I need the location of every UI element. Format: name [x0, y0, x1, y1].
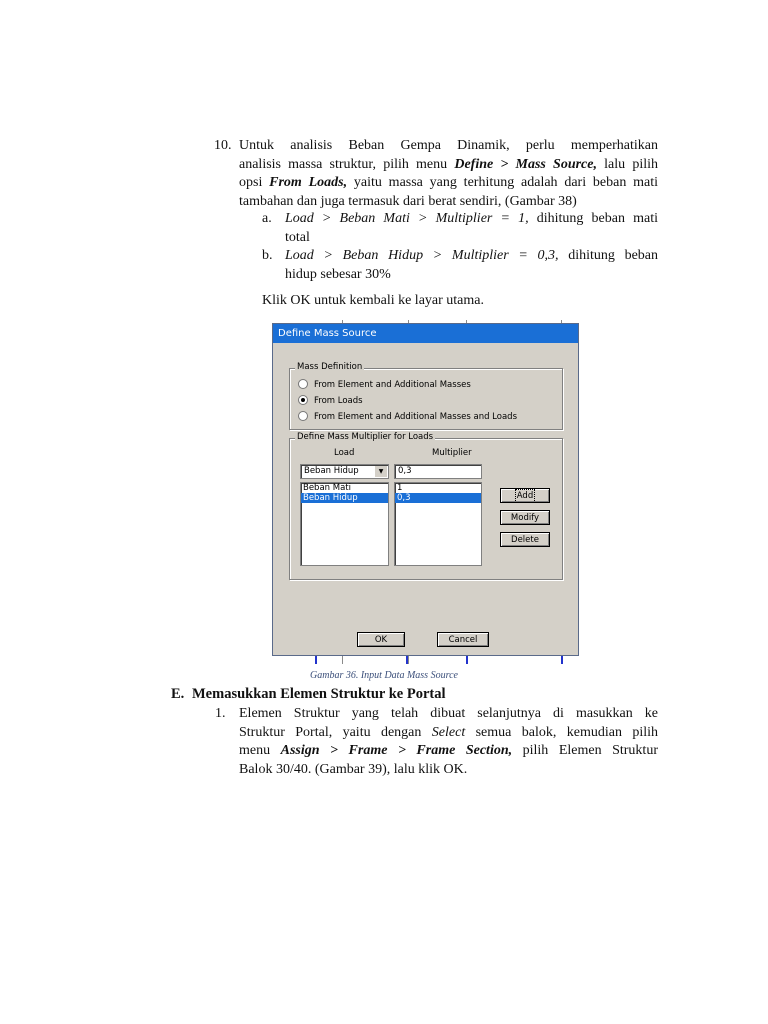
delete-button[interactable]: Delete — [500, 532, 550, 547]
sub-b-marker: b. — [262, 248, 273, 263]
load-column-header: Load — [334, 448, 355, 458]
list-item-selected[interactable]: 0,3 — [395, 493, 481, 503]
radio-button-checked-icon[interactable] — [298, 395, 308, 405]
radio-from-element[interactable]: From Element and Additional Masses — [298, 379, 471, 391]
modify-button[interactable]: Modify — [500, 510, 550, 525]
list-item[interactable]: Beban Mati — [303, 483, 351, 493]
radio-from-loads[interactable]: From Loads — [298, 395, 363, 407]
item10-line1: Untuk analisis Beban Gempa Dinamik, perlu memperhatikan — [239, 138, 658, 153]
mass-multiplier-label: Define Mass Multiplier for Loads — [297, 432, 434, 442]
section-e-title: Memasukkan Elemen Struktur ke Portal — [192, 686, 446, 702]
sub-b-text: Load > Beban Hidup > Multiplier = 0,3, dihitung beban hidup sebesar 30% — [285, 248, 658, 282]
multiplier-list[interactable] — [394, 482, 482, 566]
item10-line2: analisis massa struktur, pilih menu Define > Mass Source, lalu pilih — [239, 156, 658, 172]
radio-from-element-and-loads[interactable]: From Element and Additional Masses and Loads — [298, 411, 517, 423]
radio-button-icon[interactable] — [298, 379, 308, 389]
multiplier-column-header: Multiplier — [432, 448, 472, 458]
item10-line4: tambahan dan juga termasuk dari berat sendiri, (Gambar 38) — [239, 193, 577, 209]
option-from-loads-text: From Loads, — [269, 175, 348, 190]
klik-ok-text: Klik OK untuk kembali ke layar utama. — [262, 293, 484, 308]
add-button[interactable]: Add — [500, 488, 550, 503]
section-e-marker: E. — [171, 686, 185, 702]
sub-a-path: Load > Beban Mati > Multiplier = 1, — [285, 211, 529, 226]
figure-caption: Gambar 36. Input Data Mass Source — [310, 670, 458, 681]
dialog-screenshot — [270, 320, 583, 664]
define-mass-source-dialog — [272, 323, 579, 656]
sub-b-path: Load > Beban Hidup > Multiplier = 0,3, — [285, 248, 559, 263]
sub-a-marker: a. — [262, 211, 272, 226]
list-item-selected[interactable]: Beban Hidup — [301, 493, 388, 503]
mass-definition-label: Mass Definition — [297, 362, 363, 372]
radio-button-icon[interactable] — [298, 411, 308, 421]
item10-paragraph — [239, 137, 658, 211]
item1-number: 1. — [215, 706, 226, 721]
sub-a-text: Load > Beban Mati > Multiplier = 1, dihitung beban mati total — [285, 211, 658, 245]
cancel-button[interactable]: Cancel — [437, 632, 489, 647]
item10-number: 10. — [214, 138, 232, 153]
mass-multiplier-group — [289, 432, 563, 580]
menu-path-assign-frame-section: Assign > Frame > Frame Section, — [280, 743, 513, 758]
multiplier-input[interactable]: 0,3 — [394, 464, 482, 479]
menu-path-define-mass-source: Define > Mass Source, — [454, 156, 597, 172]
ok-button[interactable]: OK — [357, 632, 405, 647]
dropdown-arrow-icon[interactable]: ▼ — [374, 466, 387, 477]
load-select[interactable]: Beban Hidup ▼ — [300, 464, 389, 479]
item10-line3: opsi From Loads, yaitu massa yang terhitung adalah dari beban mati — [239, 175, 658, 190]
list-item[interactable]: 1 — [397, 483, 403, 493]
dialog-title: Define Mass Source — [273, 324, 578, 343]
mass-definition-group — [289, 362, 563, 430]
select-keyword: Select — [431, 724, 466, 740]
load-list[interactable] — [300, 482, 389, 566]
item1-paragraph: Elemen Struktur yang telah dibuat selanjutnya di masukkan ke Struktur Portal, yaitu dengan Select semua balok, kemudian pilih menu Assign > Frame > Frame Section, pilih Elemen Struktur Balok 30/40. (Gambar 39), lalu klik OK. — [239, 706, 658, 777]
